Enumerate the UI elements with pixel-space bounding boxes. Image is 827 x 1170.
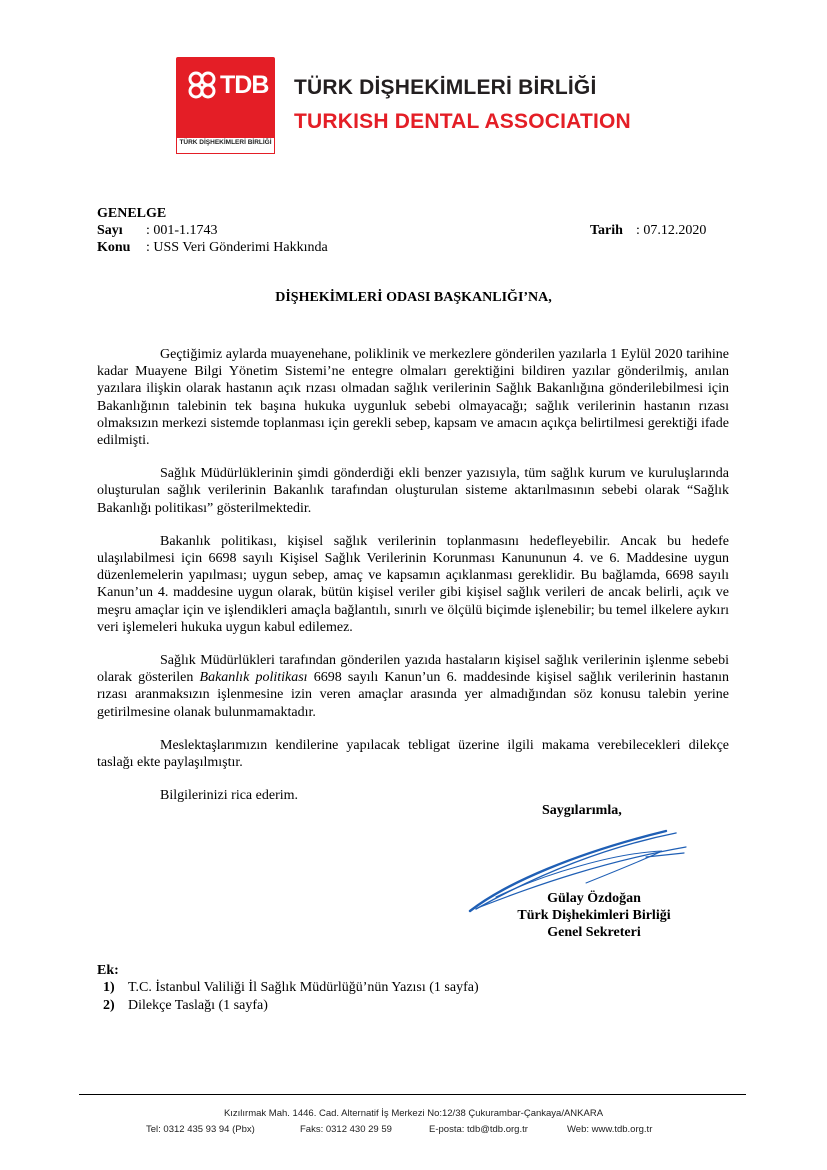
paragraph-5: Meslektaşlarımızın kendilerine yapılacak tebligat üzerine ilgili makama verebilecekleri dilekçe taslağı ekte paylaşılmıştır. xyxy=(97,737,729,771)
org-name-tr: TÜRK DİŞHEKİMLERİ BİRLİĞİ xyxy=(294,76,597,99)
attachment-1-num: 1) xyxy=(103,980,115,995)
signer-title: Genel Sekreteri xyxy=(547,925,641,940)
konu-value: : USS Veri Gönderimi Hakkında xyxy=(146,240,328,255)
konu-label: Konu xyxy=(97,240,131,255)
tdb-logo xyxy=(176,57,275,154)
knot-emblem-icon xyxy=(184,67,220,103)
footer-web: Web: www.tdb.org.tr xyxy=(567,1124,653,1135)
tarih-label: Tarih xyxy=(590,223,623,238)
addressee: DİŞHEKİMLERİ ODASI BAŞKANLIĞI’NA, xyxy=(275,290,552,305)
sayi-label: Sayı xyxy=(97,223,123,238)
signer-name: Gülay Özdoğan xyxy=(547,891,641,906)
tarih-value: : 07.12.2020 xyxy=(636,223,707,238)
attachment-1-text: T.C. İstanbul Valiliği İl Sağlık Müdürlüğü’nün Yazısı (1 sayfa) xyxy=(128,980,479,995)
sayi-value: : 001-1.1743 xyxy=(146,223,218,238)
paragraph-4-part-a: Sağlık Müdürlükleri tarafından gönderilen yazıda hastaların kişisel sağlık verilerinin işlenme sebebi olarak gösterilen xyxy=(97,653,729,686)
paragraph-6: Bilgilerinizi rica ederim. xyxy=(160,788,299,804)
logo-text: TDB xyxy=(220,71,269,99)
footer-tel: Tel: 0312 435 93 94 (Pbx) xyxy=(146,1124,255,1135)
signer-org: Türk Dişhekimleri Birliği xyxy=(517,908,671,923)
attachments-label: Ek: xyxy=(97,963,119,978)
paragraph-3: Bakanlık politikası, kişisel sağlık verilerinin toplanmasını hedefleyebilir. Ancak bu hedefe ulaşılabilmesi için 6698 sayılı Kişisel Sağlık Verilerinin Korunması Kanununun 4. ve 6. Maddesine uygun düzenlemelerin yapılması; uygun sebep, amaç ve kapsamın açıklanması gereklidir. Bu bağlamda, 6698 sayılı Kanun’un 4. maddesine uygun olarak, bütün kişisel veriler gibi kişisel sağlık verileri de ancak belirli, açık ve meşru amaçlar için ve işlendikleri amaçla bağlantılı, sınırlı ve ölçülü biçimde işlenebilir; bu temel ilkelere aykırı veri işlemeleri hukuka uygun kabul edilemez. xyxy=(97,533,729,635)
attachment-2-num: 2) xyxy=(103,998,115,1013)
footer-divider xyxy=(79,1094,746,1095)
org-name-en: TURKISH DENTAL ASSOCIATION xyxy=(294,110,631,133)
footer-fax: Faks: 0312 430 29 59 xyxy=(300,1124,392,1135)
paragraph-4-emphasis: Bakanlık politikası xyxy=(199,670,308,686)
footer-email: E-posta: tdb@tdb.org.tr xyxy=(429,1124,528,1135)
document-type: GENELGE xyxy=(97,206,167,221)
paragraph-2: Sağlık Müdürlüklerinin şimdi gönderdiği ekli benzer yazısıyla, tüm sağlık kurum ve kuruluşlarında oluşturulan sağlık verilerinin Bakanlık tarafından oluşturulan sisteme aktarılmasının sebebi olarak “Sağlık Bakanlığı politikası” gösterilmektedir. xyxy=(97,466,729,516)
letter-body xyxy=(97,346,729,820)
logo-subtitle: TÜRK DİŞHEKİMLERİ BİRLİĞİ xyxy=(179,139,272,146)
attachment-2-text: Dilekçe Taslağı (1 sayfa) xyxy=(128,998,268,1013)
footer-address: Kızılırmak Mah. 1446. Cad. Alternatif İş Merkezi No:12/38 Çukurambar-Çankaya/ANKARA xyxy=(223,1108,604,1119)
paragraph-1: Geçtiğimiz aylarda muayenehane, poliklinik ve merkezlere gönderilen yazılarla 1 Eylül 2020 tarihine kadar Muayene Bilgi Yönetim Sistemi’ne entegre olmaları gerektiğini bildiren yazılar gönderilmiş, anılan yazılara ilişkin olarak hastanın açık rızası olmadan sağlık verilerinin Sağlık Bakanlığına gönderilebilmesi için Bakanlığının talebinin tek başına hukuka uygunluk sebebi olmayacağı; sağlık verilerinin hastanın rızası olmaksızın merkezi sistemde toplanması için gerekli sebep, kapsam ve amacın açıkça belirtilmesi gerektiği ifade edilmişti. xyxy=(97,347,729,449)
paragraph-4 xyxy=(97,652,729,721)
salutation: Saygılarımla, xyxy=(542,803,622,818)
paragraph-4-part-b: 6698 sayılı Kanun’un 6. maddesinde kişisel sağlık verilerinin hastanın rızası aranmaksızın işlenmesine izin veren amaçlar arasında yer almadığından söz konusu talebin yerine getirilmesine olanak bulunmamaktadır. xyxy=(97,670,729,720)
